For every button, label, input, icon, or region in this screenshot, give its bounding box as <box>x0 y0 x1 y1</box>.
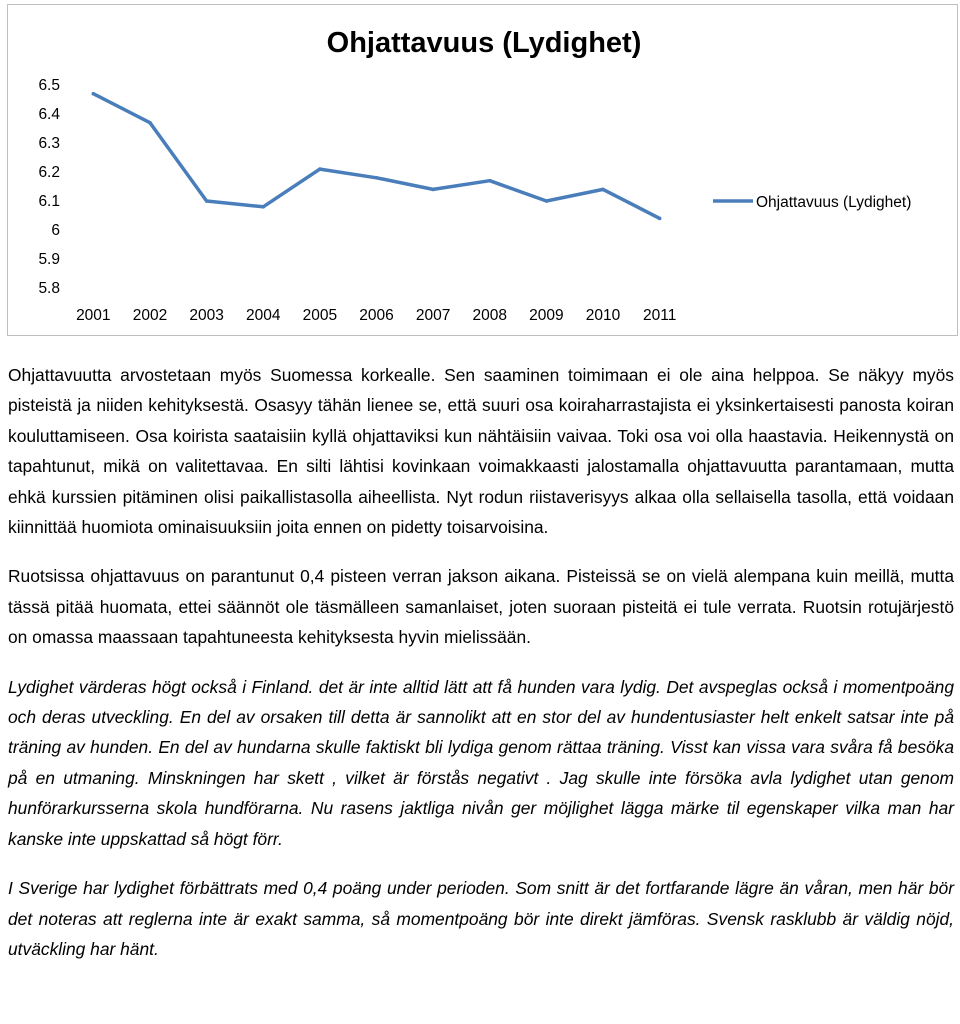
x-tick-label: 2003 <box>189 307 224 324</box>
y-tick-label: 6 <box>51 222 60 239</box>
legend <box>713 194 911 211</box>
data-point <box>488 179 492 183</box>
x-tick-label: 2005 <box>302 307 338 324</box>
y-tick-label: 5.8 <box>38 280 60 297</box>
series-line <box>93 94 659 219</box>
y-tick-label: 6.2 <box>38 164 60 181</box>
x-tick-label: 2002 <box>132 307 168 324</box>
y-tick-label: 6.5 <box>38 77 60 94</box>
legend-label: Ohjattavuus (Lydighet) <box>756 194 912 211</box>
x-tick-label: 2011 <box>643 307 677 324</box>
x-tick-label: 2007 <box>415 307 451 324</box>
x-axis <box>76 307 676 324</box>
y-axis <box>38 77 60 297</box>
data-point <box>431 188 435 192</box>
chart-title: Ohjattavuus (Lydighet) <box>326 27 642 59</box>
paragraph-fi-2: Ruotsissa ohjattavuus on parantunut 0,4 pisteen verran jakson aikana. Pisteissä se on vielä alempana kuin meillä, mutta tässä pitää huomata, ettei säännöt ole täsmälleen samanlaiset, joten suoraan pisteitä ei tule verrata. Ruotsin rotujärjestö on omassa maassaan tapahtuneesta kehityksesta hyvin mielissään. <box>8 566 954 648</box>
series-layer <box>92 92 662 220</box>
x-tick-label: 2001 <box>76 307 111 324</box>
paragraph-sv-2: I Sverige har lydighet förbättrats med 0,4 poäng under perioden. Som snitt är det fortfarande lägre än våran, men här bör det noteras att reglerna inte är exakt samma, så momentpoäng bör inte direkt jämföras. Svensk rasklubb är väldig nöjd, utväckling har hänt. <box>8 878 954 959</box>
y-tick-label: 6.4 <box>38 106 60 123</box>
x-tick-label: 2006 <box>359 307 394 324</box>
x-tick-label: 2008 <box>472 307 508 324</box>
data-point <box>205 199 209 203</box>
y-tick-label: 5.9 <box>38 251 60 268</box>
y-tick-label: 6.3 <box>38 135 60 152</box>
paragraph-fi-1: Ohjattavuutta arvostetaan myös Suomessa korkealle. Sen saaminen toimimaan ei ole aina helppoa. Se näkyy myös pisteistä ja niiden kehityksestä. Osasyy tähän lienee se, että suuri osa koiraharrastajista ei yksinkertaisesti panosta koiran kouluttamiseen. Osa koirista saataisiin kyllä ohjattaviksi kun nähtäisiin vaivaa. Toki osa voi olla haastavia. Heikennystä on tapahtunut, mikä on valitettavaa. En silti lähtisi kovinkaan voimakkaasti jalostamalla ohjattavuutta parantamaan, mutta ehkä kurssien pitäminen olisi paikallistasolla aiheellista. Nyt rodun riistaverisyys alkaa olla sellaisella tasolla, että voidaan kiinnittää huomiota ominaisuuksiin joita ennen on pidetty toisarvoisina. <box>8 365 954 538</box>
data-point <box>545 199 549 203</box>
data-point <box>148 121 152 125</box>
x-tick-label: 2004 <box>245 307 281 324</box>
x-tick-label: 2009 <box>529 307 564 324</box>
x-tick-label: 2010 <box>585 307 621 324</box>
y-tick-label: 6.1 <box>38 193 60 210</box>
paragraph-sv-1: Lydighet värderas högt också i Finland. det är inte alltid lätt att få hunden vara lydig. Det avspeglas också i momentpoäng och deras utveckling. En del av orsaken till detta är sannolikt att en stor del av hundentusiaster helt enkelt satsar inte på träning av hunden. En del av hundarna skulle faktiskt bli lydiga genom rättaa träning. Visst kan vissa vara svåra få besöka på en utmaning. Minskningen har skett , vilket är förstås negativt . Jag skulle inte försöka avla lydighet utan genom hunförarkursserna skola hundförarna. Nu rasens jaktliga nivån ger möjlighet lägga märke til egenskaper vilka man har kanske inte uppskattad så högt förr. <box>8 676 954 849</box>
chart-container <box>7 4 958 336</box>
data-point <box>92 92 96 96</box>
data-point <box>658 217 662 221</box>
data-point <box>318 167 322 171</box>
line-chart <box>8 5 959 337</box>
data-point <box>601 188 605 192</box>
data-point <box>375 176 379 180</box>
data-point <box>261 205 265 209</box>
article-body <box>8 360 954 983</box>
